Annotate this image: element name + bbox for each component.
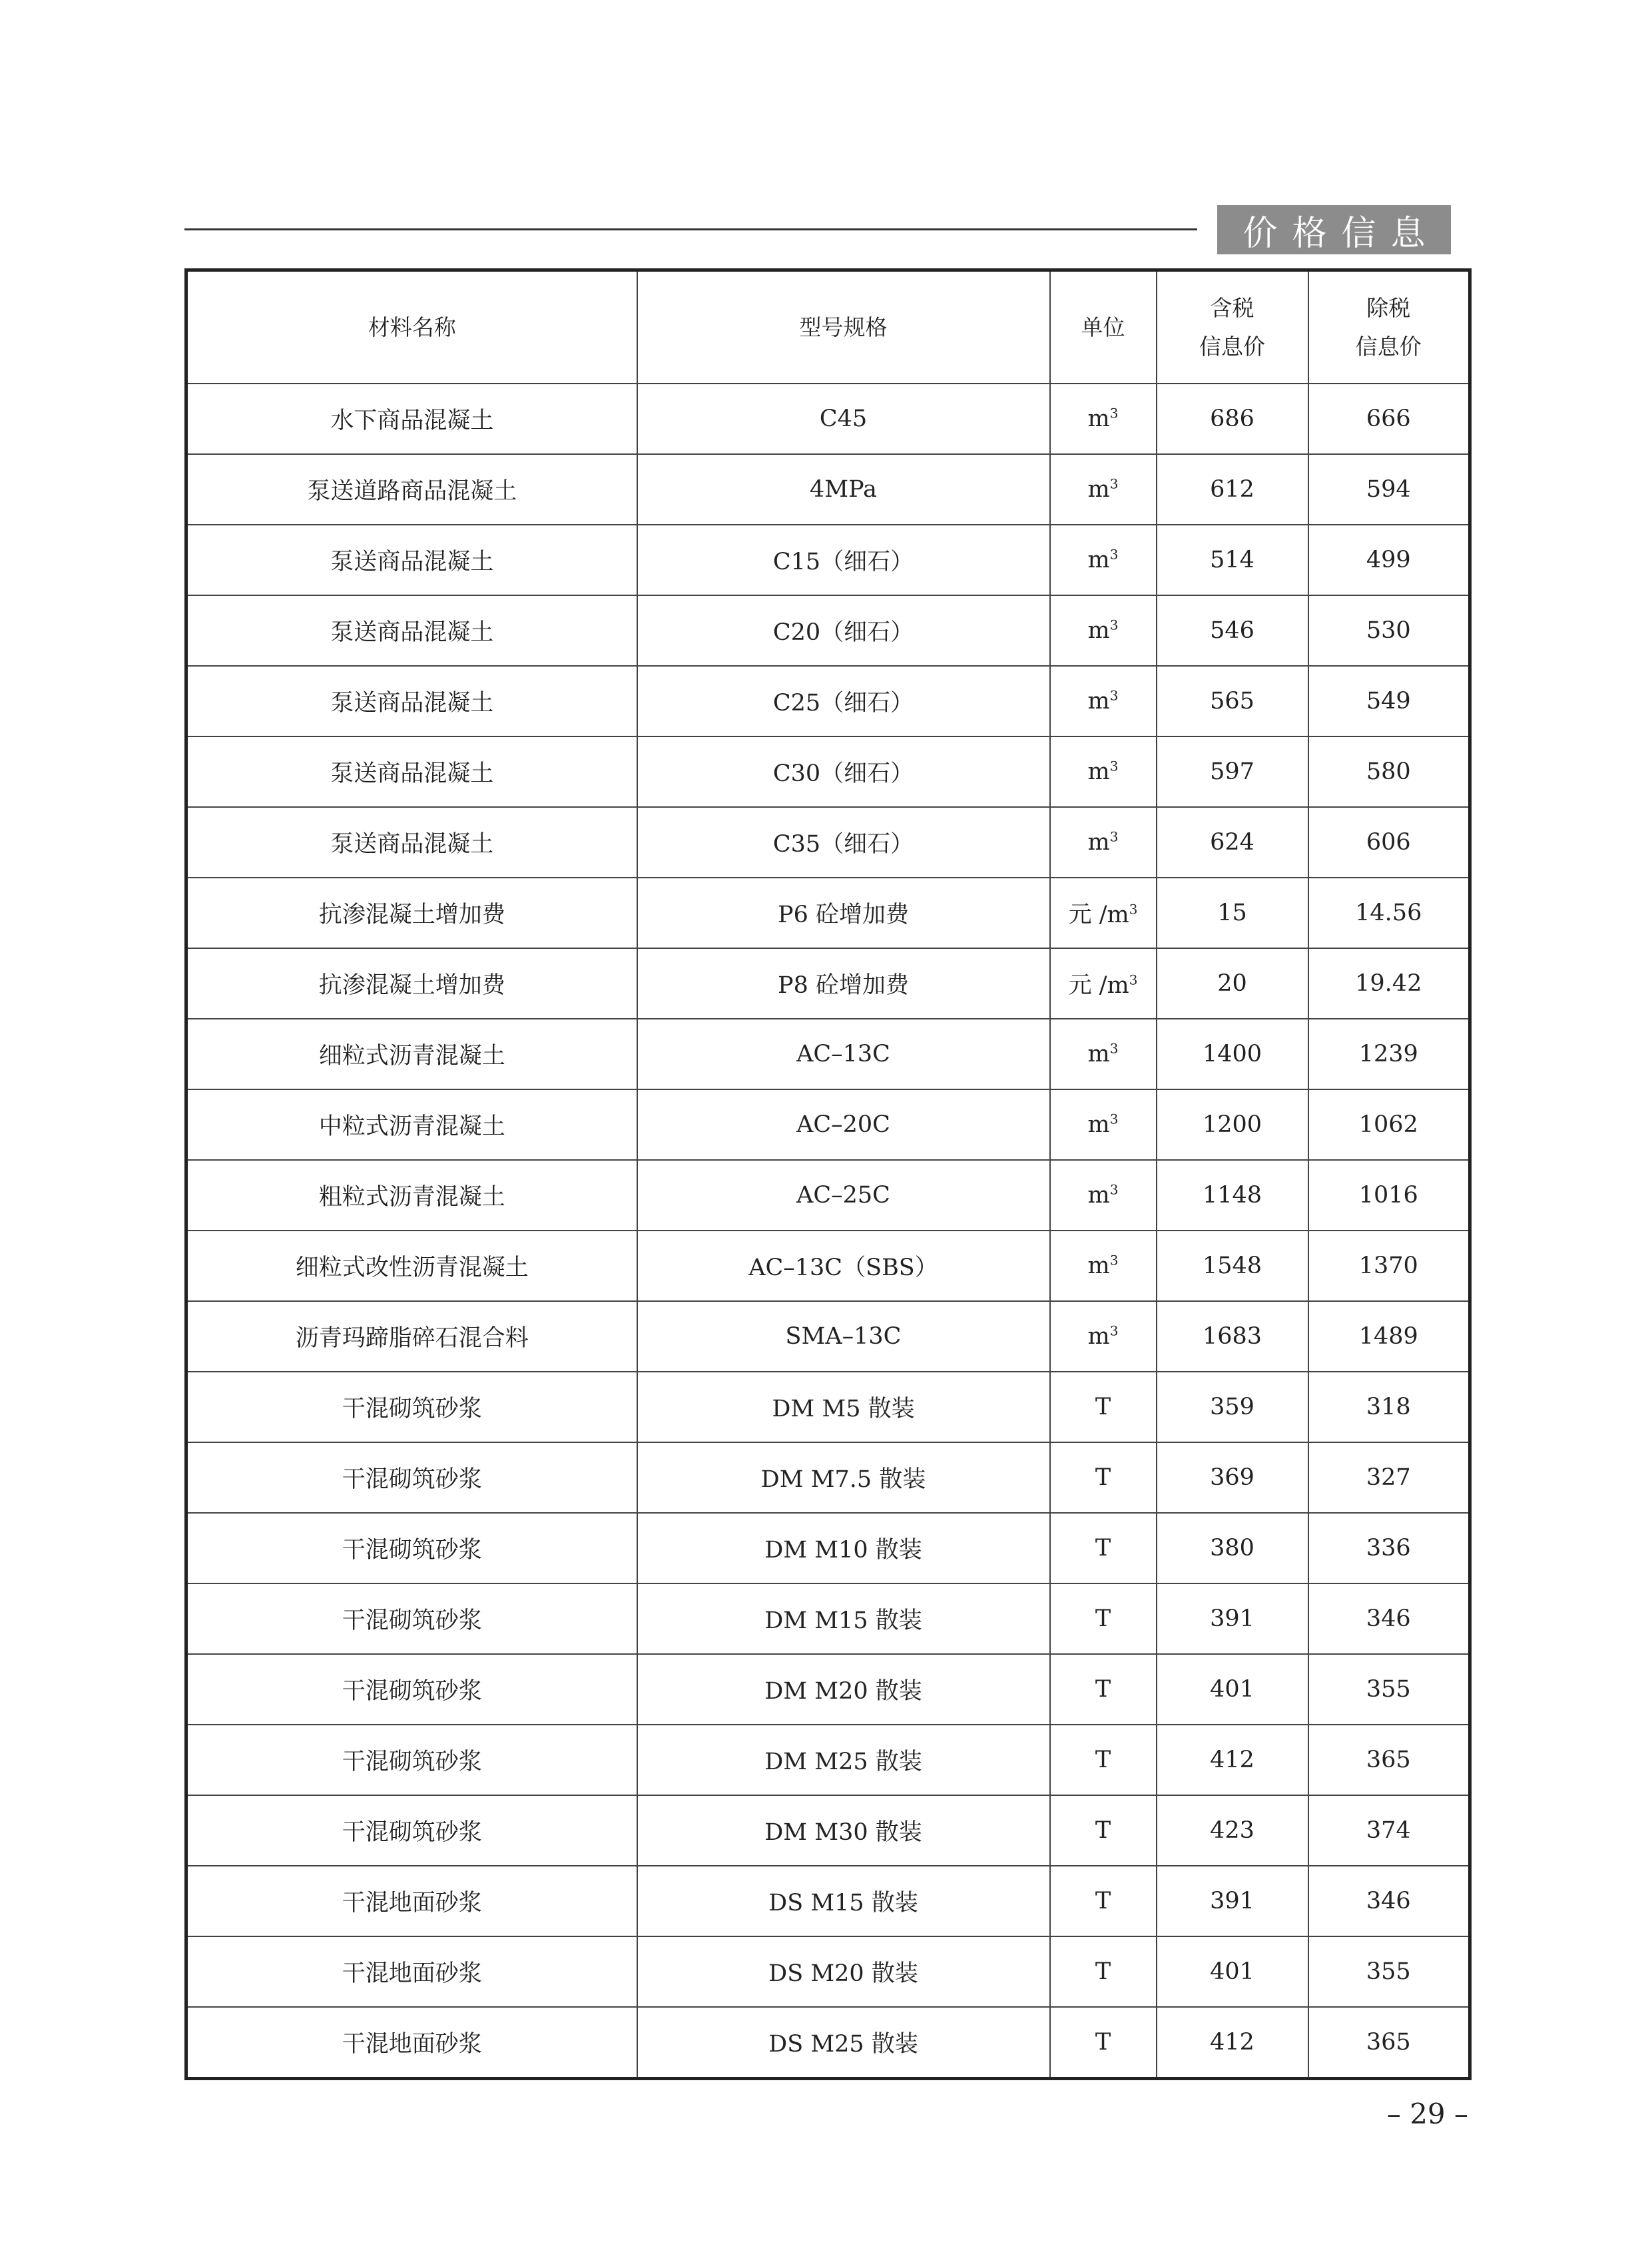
unit-base: T [1095,1747,1111,1773]
unit-base: T [1095,1535,1111,1561]
cell-price-tax: 686 [1157,384,1308,454]
cell-unit [1050,1160,1157,1231]
table-row [186,1160,1470,1231]
cell-unit [1050,666,1157,736]
cell-price-tax: 1148 [1157,1160,1308,1231]
cell-price-tax: 1683 [1157,1301,1308,1372]
unit-base: m [1087,1182,1110,1209]
cell-price-tax: 412 [1157,1725,1308,1795]
cell-price-notax: 365 [1308,2007,1470,2079]
price-table [184,268,1472,2080]
cell-unit [1050,1866,1157,1936]
cell-spec: P8 砼增加费 [637,948,1050,1019]
cell-price-notax: 580 [1308,736,1470,807]
unit-exponent: 3 [1129,901,1138,918]
table-row [186,1019,1470,1089]
table-row [186,595,1470,666]
cell-unit [1050,1583,1157,1654]
unit-exponent: 3 [1109,546,1119,563]
unit-exponent: 3 [1109,405,1119,422]
cell-price-tax: 423 [1157,1795,1308,1866]
cell-price-tax: 15 [1157,878,1308,948]
table-row [186,384,1470,454]
table-row [186,525,1470,595]
cell-spec: DM M5 散装 [637,1372,1050,1442]
cell-unit [1050,1936,1157,2007]
unit-exponent: 3 [1109,1040,1119,1057]
cell-unit [1050,454,1157,525]
cell-unit [1050,1089,1157,1160]
cell-price-tax: 391 [1157,1583,1308,1654]
cell-spec: AC–25C [637,1160,1050,1231]
cell-price-notax: 318 [1308,1372,1470,1442]
column-header-price-notax-line1: 除税 [1366,294,1411,321]
cell-spec: 4MPa [637,454,1050,525]
cell-unit [1050,736,1157,807]
cell-unit [1050,1231,1157,1301]
cell-spec: DM M7.5 散装 [637,1442,1050,1513]
cell-price-tax: 514 [1157,525,1308,595]
cell-price-notax: 355 [1308,1936,1470,2007]
cell-spec: DM M10 散装 [637,1513,1050,1583]
cell-material-name: 泵送商品混凝土 [186,525,637,595]
cell-spec: DM M30 散装 [637,1795,1050,1866]
cell-material-name: 干混砌筑砂浆 [186,1654,637,1725]
cell-price-tax: 1200 [1157,1089,1308,1160]
unit-exponent: 3 [1109,475,1119,492]
unit-base: 元 /m [1068,902,1129,928]
cell-price-tax: 546 [1157,595,1308,666]
cell-price-tax: 369 [1157,1442,1308,1513]
cell-price-notax: 549 [1308,666,1470,736]
cell-unit [1050,1372,1157,1442]
unit-base: 元 /m [1068,972,1129,999]
cell-price-tax: 1400 [1157,1019,1308,1089]
unit-base: T [1095,1888,1111,1914]
cell-price-notax: 606 [1308,807,1470,878]
unit-base: m [1087,688,1110,714]
cell-unit [1050,878,1157,948]
cell-spec: DS M15 散装 [637,1866,1050,1936]
table-row [186,1725,1470,1795]
cell-price-notax: 499 [1308,525,1470,595]
cell-price-tax: 391 [1157,1866,1308,1936]
column-header-name: 材料名称 [186,270,637,384]
unit-exponent: 3 [1109,828,1119,845]
cell-spec: DS M25 散装 [637,2007,1050,2079]
table-row [186,1866,1470,1936]
unit-base: m [1087,1323,1110,1350]
cell-material-name: 水下商品混凝土 [186,384,637,454]
column-header-unit: 单位 [1050,270,1157,384]
cell-price-notax: 1489 [1308,1301,1470,1372]
table-row [186,1442,1470,1513]
cell-unit [1050,1019,1157,1089]
table-row [186,1936,1470,2007]
unit-base: m [1087,1041,1110,1067]
cell-material-name: 泵送道路商品混凝土 [186,454,637,525]
cell-unit [1050,1301,1157,1372]
cell-material-name: 细粒式改性沥青混凝土 [186,1231,637,1301]
table-row [186,666,1470,736]
cell-price-notax: 594 [1308,454,1470,525]
unit-base: T [1095,2029,1111,2056]
cell-spec: DM M20 散装 [637,1654,1050,1725]
column-header-price-tax-line1: 含税 [1210,294,1254,321]
table-row [186,1583,1470,1654]
cell-unit [1050,807,1157,878]
cell-spec: AC–13C [637,1019,1050,1089]
cell-material-name: 干混砌筑砂浆 [186,1513,637,1583]
unit-base: T [1095,1676,1111,1703]
column-header-price-notax [1308,270,1470,384]
cell-price-notax: 346 [1308,1866,1470,1936]
cell-price-tax: 380 [1157,1513,1308,1583]
cell-price-tax: 624 [1157,807,1308,878]
table-row [186,1372,1470,1442]
cell-material-name: 泵送商品混凝土 [186,666,637,736]
cell-price-notax: 1062 [1308,1089,1470,1160]
cell-unit [1050,384,1157,454]
unit-exponent: 3 [1109,758,1119,774]
cell-material-name: 中粒式沥青混凝土 [186,1089,637,1160]
unit-base: T [1095,1605,1111,1632]
cell-spec: C25（细石） [637,666,1050,736]
cell-price-notax: 355 [1308,1654,1470,1725]
cell-unit [1050,1513,1157,1583]
cell-price-tax: 401 [1157,1654,1308,1725]
cell-material-name: 干混砌筑砂浆 [186,1442,637,1513]
cell-price-notax: 530 [1308,595,1470,666]
cell-material-name: 抗渗混凝土增加费 [186,948,637,1019]
cell-price-notax: 327 [1308,1442,1470,1513]
cell-price-notax: 365 [1308,1725,1470,1795]
cell-price-notax: 1370 [1308,1231,1470,1301]
column-header-spec: 型号规格 [637,270,1050,384]
unit-base: m [1087,617,1110,644]
unit-exponent: 3 [1109,1322,1119,1339]
cell-material-name: 干混地面砂浆 [186,1866,637,1936]
table-row [186,1795,1470,1866]
cell-price-notax: 1239 [1308,1019,1470,1089]
cell-unit [1050,1442,1157,1513]
cell-material-name: 泵送商品混凝土 [186,595,637,666]
unit-base: T [1095,1464,1111,1491]
header-rule [184,228,1197,230]
table-row [186,454,1470,525]
cell-spec: P6 砼增加费 [637,878,1050,948]
cell-material-name: 泵送商品混凝土 [186,736,637,807]
cell-spec: C15（细石） [637,525,1050,595]
table-row [186,807,1470,878]
cell-material-name: 沥青玛蹄脂碎石混合料 [186,1301,637,1372]
cell-price-tax: 1548 [1157,1231,1308,1301]
cell-price-notax: 14.56 [1308,878,1470,948]
cell-price-notax: 19.42 [1308,948,1470,1019]
unit-base: m [1087,476,1110,503]
unit-base: m [1087,547,1110,573]
unit-base: T [1095,1394,1111,1420]
unit-exponent: 3 [1109,1252,1119,1269]
unit-exponent: 3 [1109,617,1119,633]
cell-material-name: 干混砌筑砂浆 [186,1583,637,1654]
cell-spec: DM M25 散装 [637,1725,1050,1795]
cell-material-name: 干混砌筑砂浆 [186,1795,637,1866]
cell-material-name: 干混砌筑砂浆 [186,1725,637,1795]
cell-price-notax: 374 [1308,1795,1470,1866]
unit-base: T [1095,1958,1111,1985]
unit-base: m [1087,758,1110,785]
page-number: – 29 – [1386,2098,1468,2130]
cell-material-name: 干混地面砂浆 [186,2007,637,2079]
cell-unit [1050,948,1157,1019]
cell-spec: DS M20 散装 [637,1936,1050,2007]
cell-unit [1050,595,1157,666]
table-row [186,1089,1470,1160]
table-row [186,736,1470,807]
cell-spec: DM M15 散装 [637,1583,1050,1654]
unit-exponent: 3 [1109,1111,1119,1127]
unit-exponent: 3 [1129,972,1138,988]
cell-unit [1050,1795,1157,1866]
cell-unit [1050,525,1157,595]
cell-price-notax: 346 [1308,1583,1470,1654]
table-row [186,1513,1470,1583]
unit-base: T [1095,1817,1111,1844]
cell-spec: C30（细石） [637,736,1050,807]
cell-spec: SMA–13C [637,1301,1050,1372]
cell-price-notax: 336 [1308,1513,1470,1583]
cell-spec: C35（细石） [637,807,1050,878]
unit-exponent: 3 [1109,687,1119,704]
cell-spec: C45 [637,384,1050,454]
cell-price-tax: 20 [1157,948,1308,1019]
cell-price-tax: 401 [1157,1936,1308,2007]
cell-price-tax: 412 [1157,2007,1308,2079]
table-row [186,1654,1470,1725]
cell-material-name: 干混地面砂浆 [186,1936,637,2007]
cell-spec: AC–20C [637,1089,1050,1160]
cell-material-name: 抗渗混凝土增加费 [186,878,637,948]
cell-unit [1050,1654,1157,1725]
cell-price-notax: 666 [1308,384,1470,454]
column-header-price-tax-line2: 信息价 [1199,333,1265,360]
cell-unit [1050,1725,1157,1795]
unit-base: m [1087,406,1110,432]
section-title: 价格信息 [1217,205,1451,254]
cell-unit [1050,2007,1157,2079]
table-row [186,1231,1470,1301]
unit-base: m [1087,1111,1110,1138]
table-row [186,2007,1470,2079]
cell-spec: C20（细石） [637,595,1050,666]
cell-material-name: 干混砌筑砂浆 [186,1372,637,1442]
cell-material-name: 粗粒式沥青混凝土 [186,1160,637,1231]
cell-material-name: 细粒式沥青混凝土 [186,1019,637,1089]
cell-price-tax: 597 [1157,736,1308,807]
unit-base: m [1087,829,1110,856]
table-row [186,1301,1470,1372]
table-row [186,878,1470,948]
column-header-price-notax-line2: 信息价 [1355,333,1422,360]
column-header-price-tax [1157,270,1308,384]
header-row [186,270,1470,384]
cell-spec: AC–13C（SBS） [637,1231,1050,1301]
cell-price-tax: 565 [1157,666,1308,736]
table-row [186,948,1470,1019]
table-body [186,384,1470,2079]
cell-price-tax: 612 [1157,454,1308,525]
table-header [186,270,1470,384]
cell-material-name: 泵送商品混凝土 [186,807,637,878]
unit-base: m [1087,1253,1110,1279]
unit-exponent: 3 [1109,1181,1119,1198]
cell-price-tax: 359 [1157,1372,1308,1442]
cell-price-notax: 1016 [1308,1160,1470,1231]
